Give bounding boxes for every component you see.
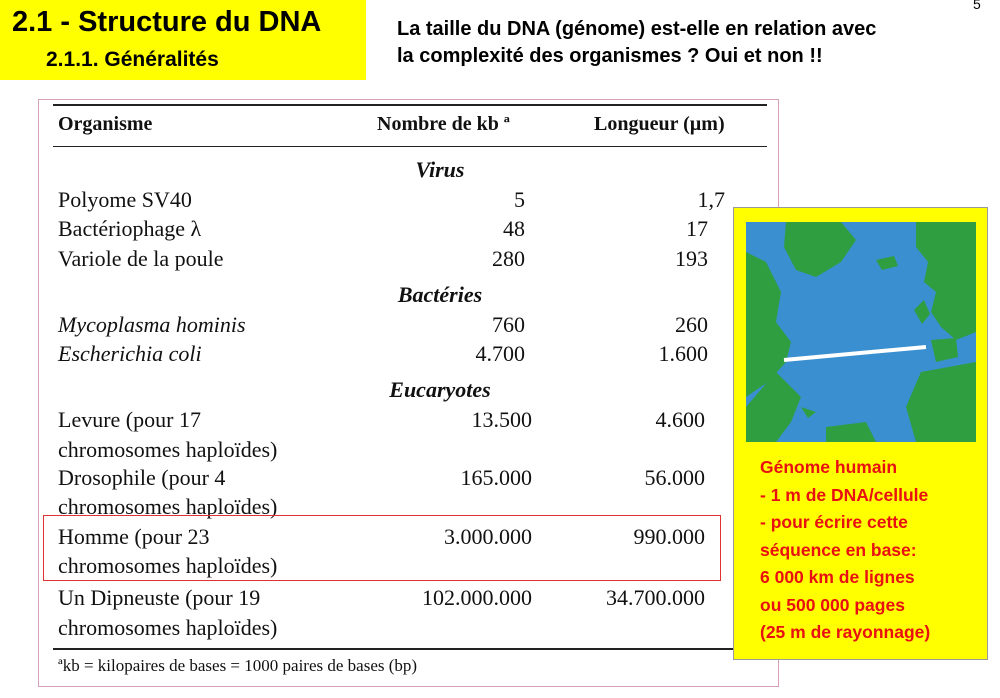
table-cell-length: 990.000 [633,524,705,549]
human-genome-line: - pour écrire cette [760,512,908,532]
table-cell-organism: Drosophile (pour 4 [58,465,226,490]
table-footnote: ªkb = kilopaires de bases = 1000 paires de bases (bp) [58,656,418,675]
column-header-length: Longueur (µm) [594,113,725,135]
section-label-bacteries: Bactéries [397,282,483,307]
human-genome-text [760,454,985,647]
question-line-2: la complexité des organismes ? Oui et non !! [397,45,823,67]
table-cell-kb: 13.500 [471,407,532,432]
page-title: 2.1 - Structure du DNA [12,6,322,38]
table-cell-organism: Polyome SV40 [58,187,192,212]
table-cell-organism: Un Dipneuste (pour 19 [58,585,261,610]
table-cell-length: 17 [686,216,708,241]
table-cell-organism: Bactériophage λ [58,216,202,241]
table-cell-kb: 102.000.000 [422,585,532,610]
table-cell-kb: 5 [514,187,525,212]
section-label-eucaryotes: Eucaryotes [389,377,491,402]
table-cell-length: 1,7 [697,187,725,212]
table-cell-organism-cont: chromosomes haploïdes) [58,615,278,640]
table-cell-organism-cont: chromosomes haploïdes) [58,494,278,519]
table-cell-kb: 165.000 [460,465,532,490]
page-subtitle: 2.1.1. Généralités [46,48,219,71]
table-cell-kb: 48 [503,216,525,241]
table-top-rule [53,104,767,106]
human-genome-line: - 1 m de DNA/cellule [760,484,929,505]
page-number: 5 [973,0,981,12]
human-genome-line: séquence en base: [760,539,917,560]
human-genome-line: Génome humain [760,457,898,477]
table-cell-organism-cont: chromosomes haploïdes) [58,437,278,462]
table-cell-organism: Mycoplasma hominis [58,312,246,337]
question-text [397,16,987,70]
table-cell-length: 34.700.000 [606,585,705,610]
table-bottom-rule [53,648,767,650]
table-cell-organism-cont: chromosomes haploïdes) [58,553,278,578]
table-cell-length: 193 [675,246,708,271]
table-cell-kb: 280 [492,246,525,271]
table-cell-organism: Variole de la poule [58,246,224,271]
table-cell-kb: 3.000.000 [444,524,532,549]
table-cell-organism: Levure (pour 17 [58,407,201,432]
human-genome-line: 6 000 km de lignes [760,567,915,587]
table-cell-kb: 4.700 [475,341,525,366]
table-cell-length: 56.000 [644,465,705,490]
table-cell-length: 4.600 [655,407,705,432]
human-genome-line: ou 500 000 pages [760,594,905,615]
table-cell-kb: 760 [492,312,525,337]
column-header-organism: Organisme [58,113,153,135]
table-cell-length: 1.600 [658,341,708,366]
table-cell-length: 260 [675,312,708,337]
section-label-virus: Virus [415,157,465,182]
table-cell-organism: Escherichia coli [58,341,202,366]
atlantic-map-image [746,222,976,442]
question-line-1: La taille du DNA (génome) est-elle en relation avec [397,18,877,40]
human-genome-line: (25 m de rayonnage) [760,622,931,642]
column-header-kb: Nombre de kb ª [377,113,510,135]
table-cell-organism: Homme (pour 23 [58,524,210,549]
table-header-rule [53,146,767,147]
